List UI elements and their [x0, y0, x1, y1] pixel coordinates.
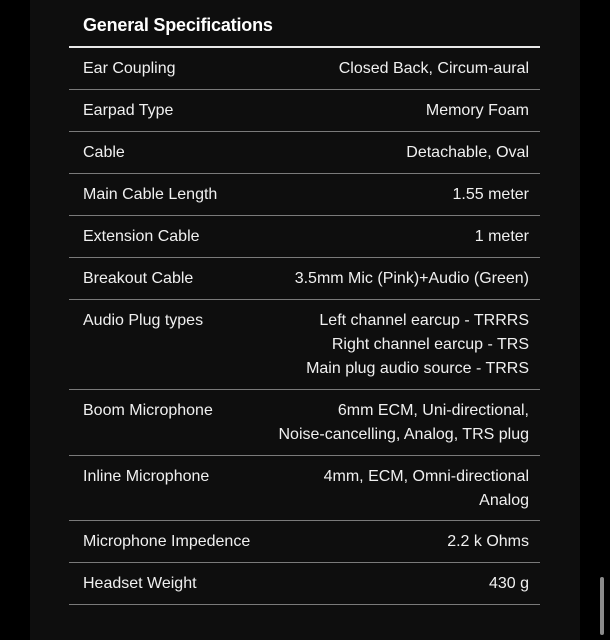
spec-table	[69, 48, 540, 605]
spec-value-line: 2.2 k Ohms	[447, 533, 529, 550]
spec-label: Inline Microphone	[83, 468, 210, 485]
spec-value-line: 1 meter	[474, 228, 529, 245]
spec-label: Breakout Cable	[83, 270, 194, 287]
spec-row-earpad-type	[69, 90, 540, 132]
spec-value	[453, 183, 529, 207]
spec-value	[406, 141, 529, 165]
spec-value	[306, 309, 529, 381]
spec-label: Earpad Type	[83, 102, 174, 119]
spec-label: Microphone Impedence	[83, 533, 251, 550]
spec-label: Cable	[83, 144, 125, 161]
spec-value-line: Closed Back, Circum-aural	[338, 60, 529, 77]
spec-value	[339, 57, 529, 81]
spec-label: Boom Microphone	[83, 402, 213, 419]
spec-label: Ear Coupling	[83, 60, 176, 77]
spec-value-line: Analog	[479, 492, 529, 509]
spec-label: Audio Plug types	[83, 312, 204, 329]
spec-row-inline-microphone	[69, 456, 540, 521]
spec-value-line: 1.55 meter	[452, 186, 529, 203]
spec-row-extension-cable	[69, 216, 540, 258]
spec-value-line: Right channel earcup - TRS	[331, 336, 529, 353]
spec-value-line: 4mm, ECM, Omni-directional	[323, 468, 529, 485]
spec-row-microphone-impedence	[69, 521, 540, 563]
spec-value	[426, 99, 529, 123]
spec-value-line: 3.5mm Mic (Pink)+Audio (Green)	[294, 270, 529, 287]
spec-value	[447, 530, 529, 554]
spec-value-line: Main plug audio source - TRRS	[306, 360, 529, 377]
spec-value-line: Noise-cancelling, Analog, TRS plug	[278, 426, 529, 443]
spec-row-boom-microphone	[69, 390, 540, 456]
spec-value	[278, 399, 529, 447]
spec-row-audio-plug-types	[69, 300, 540, 390]
spec-value-line: 430 g	[488, 575, 529, 592]
scrollbar-thumb[interactable]	[600, 577, 604, 635]
spec-row-headset-weight	[69, 563, 540, 605]
spec-row-cable	[69, 132, 540, 174]
spec-label: Headset Weight	[83, 575, 197, 592]
spec-value	[295, 267, 529, 291]
spec-value-line: Detachable, Oval	[406, 144, 529, 161]
spec-value	[489, 572, 529, 596]
spec-value-line: Left channel earcup - TRRRS	[319, 312, 529, 329]
spec-value-line: Memory Foam	[425, 102, 529, 119]
spec-label: Extension Cable	[83, 228, 200, 245]
spec-row-main-cable-length	[69, 174, 540, 216]
spec-row-ear-coupling	[69, 48, 540, 90]
spec-label: Main Cable Length	[83, 186, 218, 203]
spec-row-breakout-cable	[69, 258, 540, 300]
spec-value	[475, 225, 529, 249]
spec-value-line: 6mm ECM, Uni-directional,	[337, 402, 529, 419]
section-title: General Specifications	[83, 15, 273, 35]
spec-value	[324, 465, 529, 513]
